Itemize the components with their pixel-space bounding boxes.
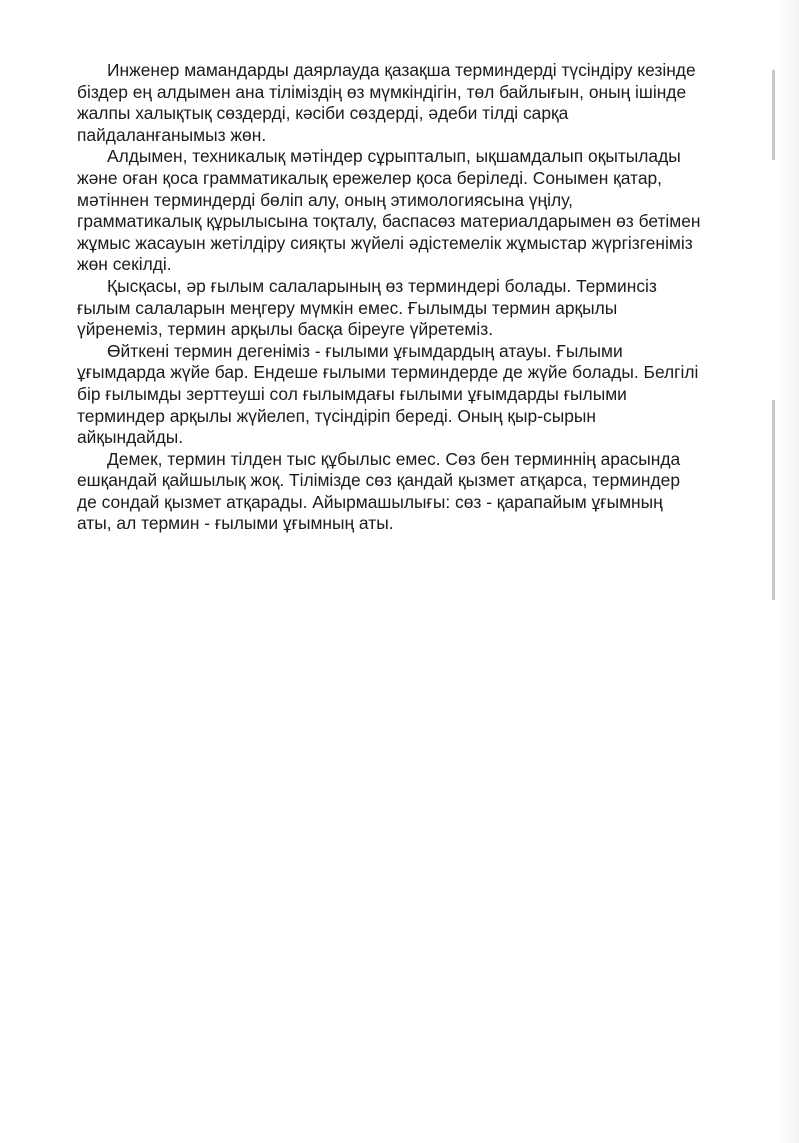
scan-edge-shadow <box>779 0 799 1143</box>
paragraph-1: Инженер мамандарды даярлауда қазақша терминдерді түсіндіру кезінде біздер ең алдымен ана тіліміздің өз мүмкіндігін, төл байлығын, оның ішінде жалпы халықтық сөздерді, кәсіби сөздерді, әдеби тілді сарқа пайдаланғанымыз жөн. <box>77 60 696 145</box>
document-body <box>77 60 777 535</box>
paragraph-2: Алдымен, техникалық мәтіндер сұрыпталып, ықшамдалып оқытылады және оған қоса грамматикалық ережелер қоса беріледі. Сонымен қатар, мәтіннен терминдерді бөліп алу, оның этимологиясына үңілу, грамматикалық құрылысына тоқталу, баспасөз материалдарымен өз бетімен жұмыс жасауын жетілдіру сияқты жүйелі әдістемелік жұмыстар жүргізгеніміз жөн секілді. <box>77 146 701 275</box>
paragraph-3: Қысқасы, әр ғылым салаларының өз терминдері болады. Терминсіз ғылым салаларын меңгеру мүмкін емес. Ғылымды термин арқылы үйренеміз, термин арқылы басқа біреуге үйретеміз. <box>77 275 657 340</box>
scan-edge-mark <box>772 70 775 160</box>
scan-edge-mark <box>772 400 775 600</box>
paragraph-5: Демек, термин тілден тыс құбылыс емес. Сөз бен терминнің арасында ешқандай қайшылық жоқ. Тілімізде сөз қандай қызмет атқарса, терминдер де сондай қызмет атқарады. Айырмашылығы: сөз - қарапайым ұғымның аты, ал термин - ғылыми ұғымның аты. <box>77 448 681 534</box>
paragraph-4: Өйткені термин дегеніміз - ғылыми ұғымдардың атауы. Ғылыми ұғымдарда жүйе бар. Ендеше ғылыми терминдерде де жүйе болады. Белгілі бір ғылымды зерттеуші сол ғылымдағы ғылыми ұғымдарды ғылыми терминдер арқылы жүйелеп, түсіндіріп береді. Оның қыр-сырын айқындайды. <box>77 340 699 448</box>
